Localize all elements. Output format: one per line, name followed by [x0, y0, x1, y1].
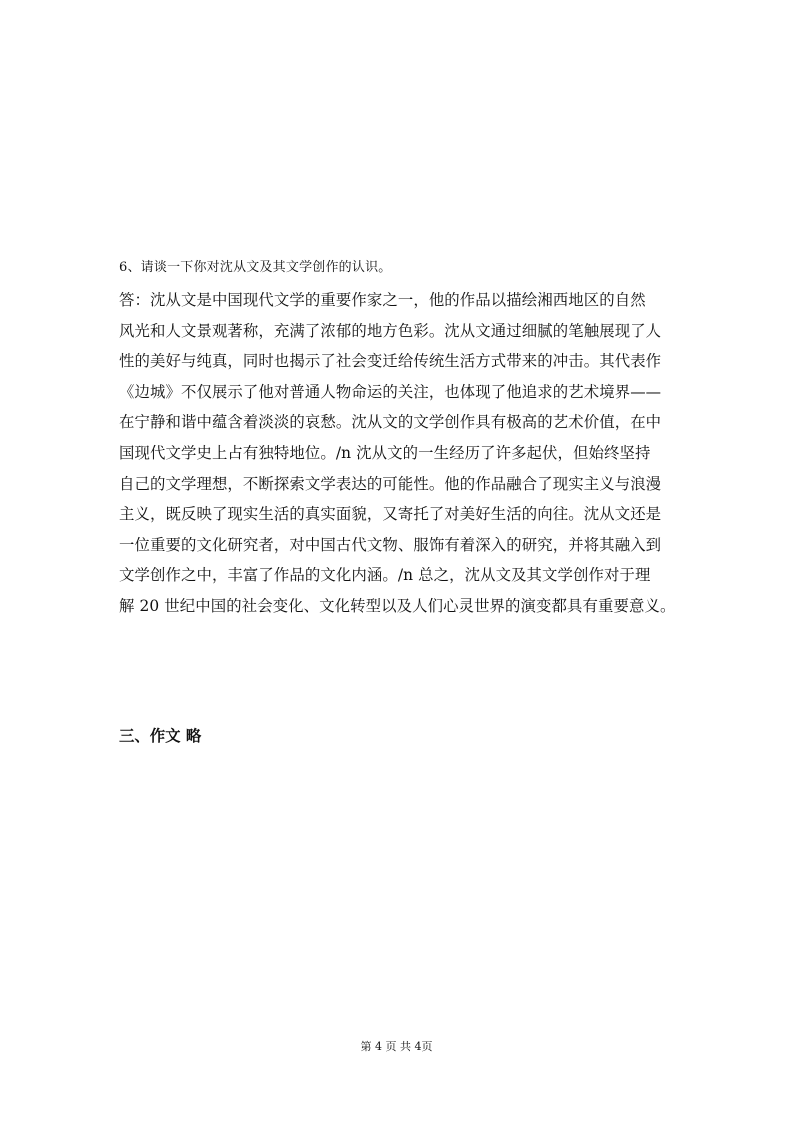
section-title: 三、作文 略 [119, 727, 202, 745]
answer-line: 自己的文学理想，不断探索文学表达的可能性。他的作品融合了现实主义与浪漫 [119, 474, 662, 493]
answer-line: 一位重要的文化研究者，对中国古代文物、服饰有着深入的研究，并将其融入到 [119, 535, 662, 554]
answer-line: 国现代文学史上占有独特地位。/n 沈从文的一生经历了许多起伏，但始终坚持 [119, 443, 651, 462]
question-text: 6、请谈一下你对沈从文及其文学创作的认识。 [119, 260, 392, 275]
answer-line: 答：沈从文是中国现代文学的重要作家之一，他的作品以描绘湘西地区的自然 [119, 291, 646, 309]
answer-line: 在宁静和谐中蕴含着淡淡的哀愁。沈从文的文学创作具有极高的艺术价值，在中 [119, 413, 662, 432]
answer-line: 《边城》不仅展示了他对普通人物命运的关注，也体现了他追求的艺术境界—— [119, 382, 662, 401]
answer-line: 文学创作之中，丰富了作品的文化内涵。/n 总之，沈从文及其文学创作对于理 [119, 566, 651, 585]
page-footer: 第 4 页 共 4页 [360, 1040, 433, 1053]
answer-line: 性的美好与纯真，同时也揭示了社会变迁给传统生活方式带来的冲击。其代表作 [119, 352, 662, 371]
answer-block [119, 285, 679, 622]
answer-line: 风光和人文景观著称，充满了浓郁的地方色彩。沈从文通过细腻的笔触展现了人 [119, 321, 662, 340]
answer-line: 解 20 世纪中国的社会变化、文化转型以及人们心灵世界的演变都具有重要意义。 [119, 596, 676, 615]
answer-line: 主义，既反映了现实生活的真实面貌，又寄托了对美好生活的向往。沈从文还是 [119, 505, 662, 524]
